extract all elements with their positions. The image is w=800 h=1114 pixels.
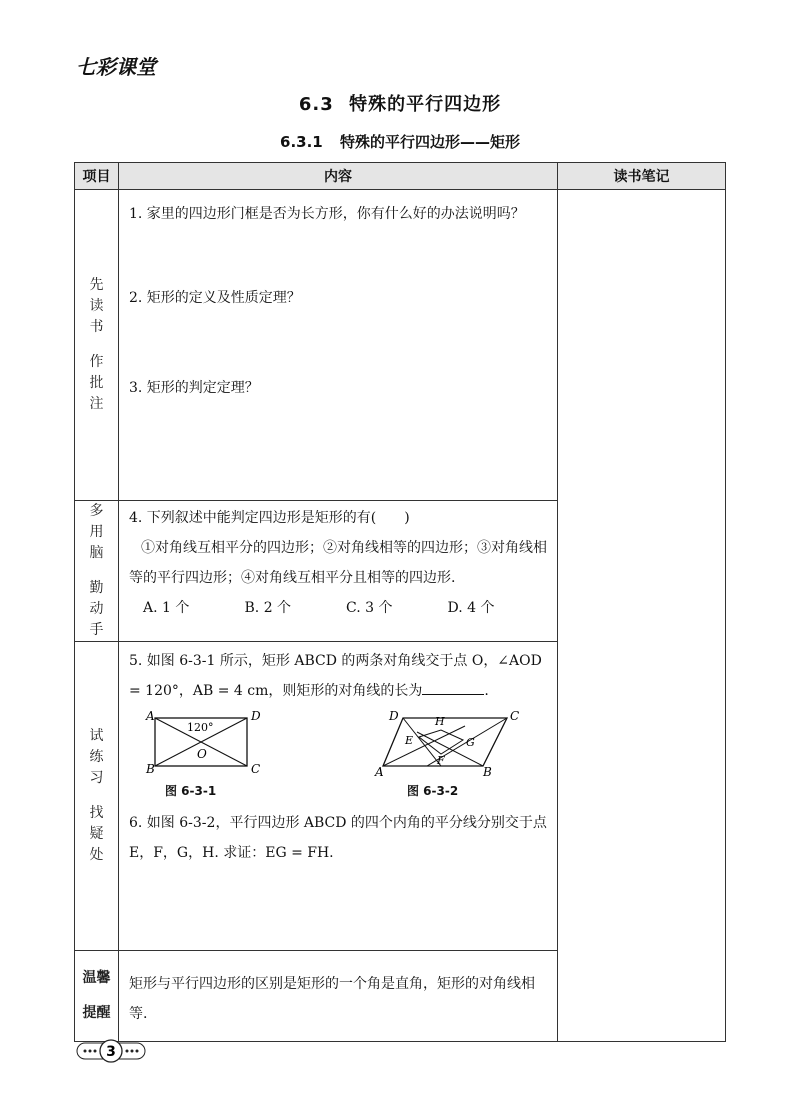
category-line: 试练习 bbox=[89, 728, 104, 786]
subsection-title bbox=[0, 131, 800, 152]
fig2-label-g: G bbox=[466, 736, 475, 749]
header-notes: 读书笔记 bbox=[558, 163, 726, 190]
category-line: 作批注 bbox=[89, 354, 104, 412]
section-title bbox=[0, 90, 800, 116]
category-practice-doubts bbox=[75, 642, 119, 951]
study-table bbox=[74, 162, 726, 1042]
fig2-label-e: E bbox=[405, 734, 414, 747]
question-4: 4. 下列叙述中能判定四边形是矩形的有( ) bbox=[129, 510, 410, 526]
option-a: A. 1 个 bbox=[143, 600, 190, 616]
fig1-label-b: B bbox=[146, 762, 155, 776]
page-number-badge bbox=[76, 1038, 146, 1068]
fig2-label-d: D bbox=[389, 709, 399, 723]
fig2-label-f: F bbox=[437, 754, 445, 767]
category-line: 先读书 bbox=[89, 277, 104, 335]
brand-logo bbox=[76, 52, 166, 82]
answer-options bbox=[129, 593, 549, 623]
question-2: 2. 矩形的定义及性质定理？ bbox=[129, 290, 301, 306]
fig1-label-d: D bbox=[251, 709, 261, 723]
category-line: 找疑处 bbox=[89, 805, 104, 863]
page-number: 3 bbox=[106, 1044, 116, 1060]
header-content: 内容 bbox=[119, 163, 558, 190]
figure-6-3-1 bbox=[143, 710, 263, 780]
category-think-practice bbox=[75, 501, 119, 642]
fig2-caption: 图 6-3-2 bbox=[407, 784, 459, 798]
fig2-label-h: H bbox=[435, 715, 445, 728]
figures bbox=[129, 706, 549, 806]
content-cell bbox=[119, 642, 558, 951]
brand-title: 七彩课堂 bbox=[76, 55, 156, 79]
reminder-text: 矩形与平行四边形的区别是矩形的一个角是直角，矩形的对角线相等. bbox=[119, 951, 558, 1042]
answer-blank[interactable] bbox=[422, 676, 484, 695]
fig1-label-o: O bbox=[197, 747, 207, 761]
figure-6-3-2 bbox=[375, 709, 520, 780]
option-c: C. 3 个 bbox=[346, 600, 393, 616]
question-5 bbox=[129, 646, 549, 706]
question-5-text: 5. 如图 6-3-1 所示，矩形 ABCD 的两条对角线交于点 O，∠AOD = 120°，AB = 4 cm，则矩形的对角线的长为 bbox=[129, 653, 542, 699]
category-reminder bbox=[75, 951, 119, 1042]
fig1-label-c: C bbox=[251, 762, 261, 776]
table-header-row bbox=[75, 163, 726, 190]
fig2-label-c: C bbox=[510, 709, 520, 723]
question-4-statement: ①对角线互相平分的四边形；②对角线相等的四边形；③对角线相等的平行四边形；④对角线互相平分且相等的四边形. bbox=[129, 540, 547, 586]
option-d: D. 4 个 bbox=[447, 600, 495, 616]
category-line: 提醒 bbox=[82, 1005, 111, 1021]
fig2-label-a: A bbox=[375, 765, 384, 779]
fig1-angle-label: 120° bbox=[187, 721, 214, 734]
question-1: 1. 家里的四边形门框是否为长方形，你有什么好的办法说明吗？ bbox=[129, 206, 525, 222]
fig2-label-b: B bbox=[483, 765, 492, 779]
subsection-number: 6.3.1 bbox=[280, 133, 323, 151]
question-3: 3. 矩形的判定定理？ bbox=[129, 380, 259, 396]
question-5-end: . bbox=[484, 683, 489, 699]
fig1-caption: 图 6-3-1 bbox=[165, 784, 217, 798]
section-name: 特殊的平行四边形 bbox=[349, 94, 502, 115]
reading-notes-area[interactable] bbox=[558, 190, 726, 1042]
subsection-name: 特殊的平行四边形——矩形 bbox=[339, 133, 520, 151]
content-cell bbox=[119, 501, 558, 642]
category-line: 温馨 bbox=[82, 970, 111, 986]
section-number: 6.3 bbox=[298, 94, 334, 115]
content-cell bbox=[119, 190, 558, 501]
table-row bbox=[75, 190, 726, 501]
category-read-annotate bbox=[75, 190, 119, 501]
option-b: B. 2 个 bbox=[244, 600, 292, 616]
fig1-label-a: A bbox=[146, 709, 155, 723]
question-6: 6. 如图 6-3-2，平行四边形 ABCD 的四个内角的平分线分别交于点 E，F，G，H. 求证：EG = FH. bbox=[129, 815, 547, 861]
header-item: 项目 bbox=[75, 163, 119, 190]
category-line: 多用脑 bbox=[89, 503, 104, 561]
category-line: 勤动手 bbox=[89, 580, 104, 638]
